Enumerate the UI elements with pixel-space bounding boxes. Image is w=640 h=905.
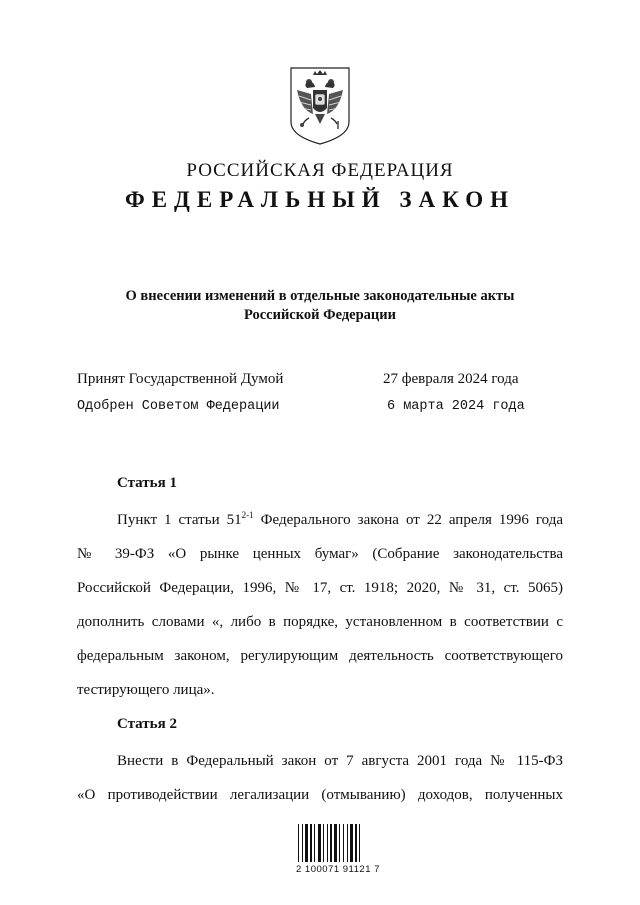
article-1-line-1 — [77, 503, 563, 537]
barcode-bar — [298, 824, 299, 862]
article-1-line-2: № 39-ФЗ «О рынке ценных бумаг» (Собрание законодательства — [77, 546, 563, 562]
article-1-line-3: Российской Федерации, 1996, № 17, ст. 1918; 2020, № 31, ст. 5065) — [77, 580, 563, 596]
barcode-bar — [310, 824, 312, 862]
barcode-bar — [339, 824, 340, 862]
article-superscript: 2-1 — [241, 510, 254, 520]
article-1-line-6: тестирующего лица». — [77, 682, 215, 698]
country-heading: РОССИЙСКАЯ ФЕДЕРАЦИЯ — [186, 160, 454, 181]
article-1-line-4: дополнить словами «, либо в порядке, установленном в соответствии с — [77, 614, 563, 630]
article-1-title: Статья 1 — [117, 475, 177, 491]
article-1-text — [77, 503, 563, 707]
subject-line-1: О внесении изменений в отдельные законодательные акты — [125, 288, 515, 304]
barcode-bar — [318, 824, 321, 862]
council-approval-date: 6 марта 2024 года — [387, 399, 525, 414]
article-2-line-2: «О противодействии легализации (отмыванию) доходов, полученных — [77, 787, 563, 803]
article-2-title: Статья 2 — [117, 716, 177, 732]
barcode-bar — [302, 824, 303, 862]
barcode-bar — [343, 824, 344, 862]
duma-adoption-label: Принят Государственной Думой — [77, 371, 284, 387]
barcode-bar — [359, 824, 360, 862]
council-approval-label: Одобрен Советом Федерации — [77, 399, 280, 414]
barcode-bar — [323, 824, 324, 862]
barcode-bar — [330, 824, 332, 862]
article-2-line-1: Внести в Федеральный закон от 7 августа 2001 года № 115-ФЗ — [117, 753, 563, 769]
document-barcode — [296, 824, 388, 875]
barcode-bar — [347, 824, 348, 862]
duma-adoption-date: 27 февраля 2024 года — [383, 371, 519, 387]
barcode-bar — [314, 824, 315, 862]
article-1-line-1b: Федерального закона от 22 апреля 1996 года — [253, 512, 564, 528]
subject-line-2: Российской Федерации — [243, 307, 396, 323]
barcode-bar — [334, 824, 337, 862]
article-1-line-1a: Пункт 1 статьи 51 — [117, 512, 242, 528]
barcode-bar — [305, 824, 308, 862]
barcode-number: 2 100071 91121 7 — [296, 864, 380, 875]
document-type-title: ФЕДЕРАЛЬНЫЙ ЗАКОН — [124, 187, 516, 212]
barcode-bar — [355, 824, 357, 862]
article-2-text — [77, 744, 563, 812]
article-1-line-5: федеральным законом, регулирующим деятельность соответствующего — [77, 648, 563, 664]
law-subject-title — [0, 287, 640, 325]
coat-of-arms-icon — [289, 66, 351, 146]
barcode-icon — [296, 824, 388, 862]
barcode-bar — [350, 824, 353, 862]
barcode-bar — [327, 824, 328, 862]
